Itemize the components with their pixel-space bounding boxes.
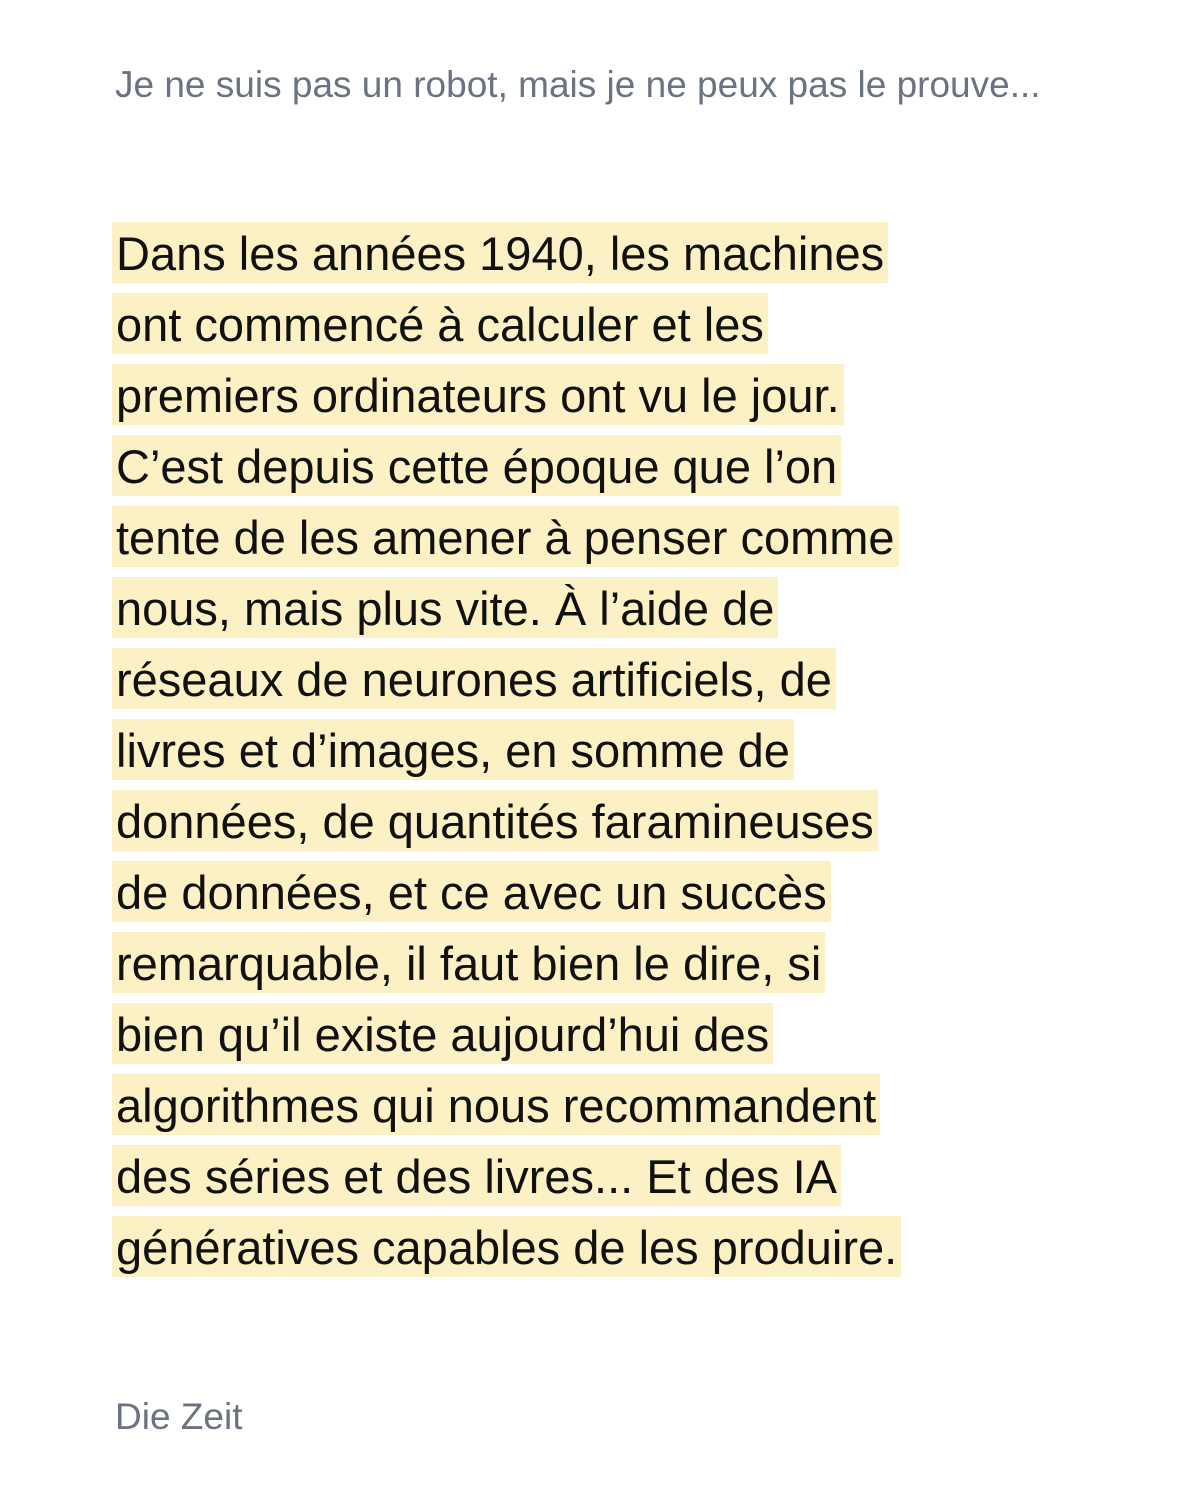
quote-line: données, de quantités faramineuses xyxy=(112,790,878,851)
quote-line: de données, et ce avec un succès xyxy=(112,861,831,922)
quote-line: tente de les amener à penser comme xyxy=(112,506,899,567)
quote-line: des séries et des livres... Et des IA xyxy=(112,1145,841,1206)
quote-line: C’est depuis cette époque que l’on xyxy=(112,435,841,496)
quote-line: Dans les années 1940, les machines xyxy=(112,222,888,283)
source-attribution: Die Zeit xyxy=(115,1396,243,1437)
quote-line: livres et d’images, en somme de xyxy=(112,719,794,780)
quote-line: génératives capables de les produire. xyxy=(112,1216,901,1277)
quote-line: ont commencé à calculer et les xyxy=(112,293,768,354)
page-title: Je ne suis pas un robot, mais je ne peux pas le prouve... xyxy=(115,64,1041,105)
quote-line: réseaux de neurones artificiels, de xyxy=(112,648,836,709)
highlighted-quote xyxy=(112,222,1072,1287)
quote-line: premiers ordinateurs ont vu le jour. xyxy=(112,364,844,425)
quote-line: remarquable, il faut bien le dire, si xyxy=(112,932,825,993)
quote-line: algorithmes qui nous recommandent xyxy=(112,1074,880,1135)
quote-line: bien qu’il existe aujourd’hui des xyxy=(112,1003,773,1064)
quote-line: nous, mais plus vite. À l’aide de xyxy=(112,577,778,638)
